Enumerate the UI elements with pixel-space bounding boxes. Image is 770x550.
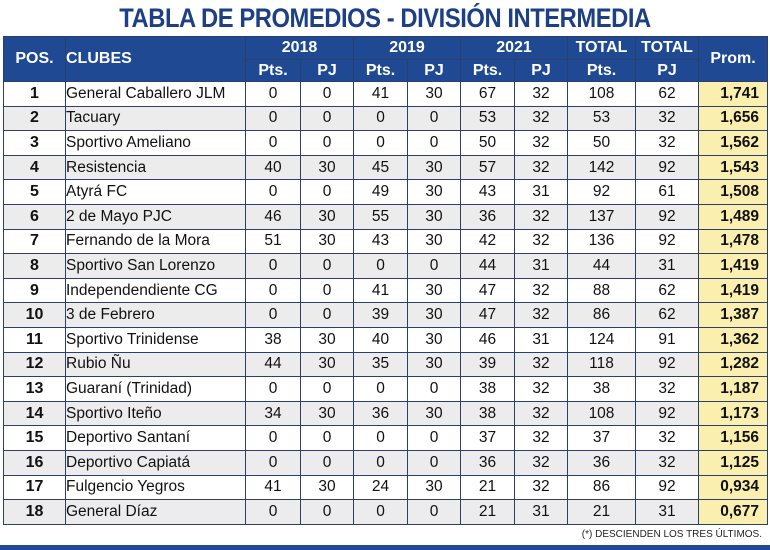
total-pj-cell: 31 [636,500,699,525]
total-pts-cell: 44 [568,254,636,279]
club-cell: Sportivo Iteño [66,401,246,426]
pts-2018-cell: 0 [246,303,301,328]
total-pj-cell: 62 [636,303,699,328]
table-row [4,106,768,131]
prom-cell: 1,562 [699,131,768,156]
table-row [4,401,768,426]
total-pts-cell: 36 [568,450,636,475]
table-title: TABLA DE PROMEDIOS - DIVISIÓN INTERMEDIA [119,3,651,33]
pj-2021-cell: 32 [515,475,568,500]
total-pj-cell: 32 [636,450,699,475]
pos-cell: 2 [4,106,66,131]
pts-2018-cell: 0 [246,254,301,279]
pts-2018-cell: 34 [246,401,301,426]
club-cell: Independendiente CG [66,278,246,303]
footnote: (*) DESCIENDEN LOS TRES ÚLTIMOS. [581,529,762,540]
pts-2019-cell: 0 [354,500,408,525]
prom-cell: 1,173 [699,401,768,426]
club-cell: Sportivo Trinidense [66,327,246,352]
pts-2018-cell: 0 [246,450,301,475]
total-pj-cell: 32 [636,426,699,451]
pj-2021-cell: 32 [515,450,568,475]
prom-cell: 1,282 [699,352,768,377]
pts-2019-cell: 0 [354,131,408,156]
pts-2019-cell: 41 [354,82,408,107]
club-cell: Rubio Ñu [66,352,246,377]
pos-cell: 12 [4,352,66,377]
club-cell: Sportivo Ameliano [66,131,246,156]
pos-cell: 11 [4,327,66,352]
total-pts-cell: 108 [568,82,636,107]
pj-2019-cell: 30 [408,82,461,107]
pj-2019-cell: 30 [408,327,461,352]
prom-cell: 0,934 [699,475,768,500]
table-body [4,82,768,525]
pts-2021-cell: 47 [461,303,515,328]
total-pts-cell: 86 [568,475,636,500]
table-row [4,352,768,377]
prom-cell: 1,419 [699,278,768,303]
header-total-pj: TOTAL [636,37,699,60]
total-pj-cell: 92 [636,475,699,500]
pj-2021-cell: 31 [515,180,568,205]
table-row [4,278,768,303]
total-pj-cell: 92 [636,229,699,254]
pos-cell: 3 [4,131,66,156]
pos-cell: 18 [4,500,66,525]
pos-cell: 14 [4,401,66,426]
pts-2021-cell: 42 [461,229,515,254]
header-2018: 2018 [246,37,354,60]
prom-cell: 1,362 [699,327,768,352]
pts-2019-cell: 41 [354,278,408,303]
pj-2018-cell: 0 [301,426,354,451]
pj-2018-cell: 30 [301,155,354,180]
table-row [4,377,768,402]
pj-2018-cell: 0 [301,278,354,303]
club-cell: Sportivo San Lorenzo [66,254,246,279]
pj-2021-cell: 32 [515,278,568,303]
pj-2018-cell: 0 [301,106,354,131]
pts-2021-cell: 47 [461,278,515,303]
table-row [4,500,768,525]
total-pts-cell: 136 [568,229,636,254]
pj-2019-cell: 30 [408,180,461,205]
pos-cell: 4 [4,155,66,180]
subheader-pts: Pts. [246,60,301,82]
pts-2018-cell: 0 [246,377,301,402]
pj-2019-cell: 30 [408,204,461,229]
pj-2021-cell: 32 [515,352,568,377]
pts-2019-cell: 43 [354,229,408,254]
total-pts-cell: 92 [568,180,636,205]
pts-2019-cell: 36 [354,401,408,426]
prom-cell: 1,478 [699,229,768,254]
pj-2019-cell: 30 [408,475,461,500]
pts-2018-cell: 41 [246,475,301,500]
pj-2018-cell: 0 [301,377,354,402]
club-cell: General Caballero JLM [66,82,246,107]
pj-2021-cell: 32 [515,401,568,426]
table-row [4,82,768,107]
prom-cell: 1,419 [699,254,768,279]
pts-2019-cell: 0 [354,106,408,131]
pts-2021-cell: 39 [461,352,515,377]
total-pts-cell: 88 [568,278,636,303]
total-pj-cell: 92 [636,352,699,377]
table-row [4,475,768,500]
club-cell: Fulgencio Yegros [66,475,246,500]
table-row [4,229,768,254]
pts-2021-cell: 21 [461,475,515,500]
header-prom: Prom. [699,37,768,82]
pj-2018-cell: 0 [301,450,354,475]
total-pj-cell: 62 [636,278,699,303]
pts-2021-cell: 38 [461,401,515,426]
pj-2019-cell: 0 [408,377,461,402]
club-cell: Resistencia [66,155,246,180]
prom-cell: 1,156 [699,426,768,451]
pts-2019-cell: 24 [354,475,408,500]
pj-2021-cell: 32 [515,82,568,107]
pts-2021-cell: 50 [461,131,515,156]
header-2021: 2021 [461,37,568,60]
pts-2018-cell: 38 [246,327,301,352]
pos-cell: 6 [4,204,66,229]
total-pts-cell: 50 [568,131,636,156]
pj-2018-cell: 0 [301,180,354,205]
pts-2018-cell: 0 [246,500,301,525]
pj-2019-cell: 30 [408,303,461,328]
pts-2021-cell: 44 [461,254,515,279]
pj-2021-cell: 31 [515,500,568,525]
header-pos: POS. [4,37,66,82]
pts-2018-cell: 46 [246,204,301,229]
club-cell: 3 de Febrero [66,303,246,328]
pj-2019-cell: 0 [408,131,461,156]
pos-cell: 5 [4,180,66,205]
pos-cell: 1 [4,82,66,107]
pj-2019-cell: 30 [408,155,461,180]
total-pts-cell: 86 [568,303,636,328]
pj-2018-cell: 0 [301,303,354,328]
pts-2018-cell: 0 [246,426,301,451]
pj-2018-cell: 0 [301,82,354,107]
prom-cell: 1,741 [699,82,768,107]
subheader-pj: PJ [636,60,699,82]
pj-2018-cell: 30 [301,352,354,377]
prom-cell: 1,508 [699,180,768,205]
pts-2021-cell: 46 [461,327,515,352]
total-pts-cell: 38 [568,377,636,402]
pts-2018-cell: 0 [246,82,301,107]
header-clubes: CLUBES [66,37,246,82]
pts-2018-cell: 51 [246,229,301,254]
pts-2018-cell: 0 [246,131,301,156]
table-row [4,303,768,328]
club-cell: Fernando de la Mora [66,229,246,254]
total-pts-cell: 124 [568,327,636,352]
prom-cell: 1,656 [699,106,768,131]
pj-2019-cell: 30 [408,352,461,377]
pj-2018-cell: 30 [301,401,354,426]
pj-2019-cell: 0 [408,500,461,525]
pj-2019-cell: 30 [408,401,461,426]
total-pj-cell: 32 [636,377,699,402]
club-cell: General Díaz [66,500,246,525]
total-pj-cell: 32 [636,131,699,156]
total-pts-cell: 21 [568,500,636,525]
subheader-pts: Pts. [354,60,408,82]
club-cell: Guaraní (Trinidad) [66,377,246,402]
pts-2021-cell: 43 [461,180,515,205]
pj-2019-cell: 0 [408,254,461,279]
pj-2021-cell: 32 [515,155,568,180]
pj-2018-cell: 0 [301,131,354,156]
table-row [4,450,768,475]
club-cell: Deportivo Santaní [66,426,246,451]
total-pj-cell: 92 [636,204,699,229]
table-row [4,180,768,205]
pj-2019-cell: 0 [408,106,461,131]
pts-2021-cell: 36 [461,204,515,229]
table-row [4,327,768,352]
pj-2021-cell: 32 [515,229,568,254]
header-total-pts: TOTAL [568,37,636,60]
prom-cell: 1,187 [699,377,768,402]
pj-2021-cell: 32 [515,377,568,402]
total-pj-cell: 92 [636,155,699,180]
pts-2021-cell: 37 [461,426,515,451]
pts-2019-cell: 39 [354,303,408,328]
total-pj-cell: 92 [636,401,699,426]
pts-2018-cell: 44 [246,352,301,377]
pts-2019-cell: 0 [354,450,408,475]
total-pj-cell: 32 [636,106,699,131]
prom-cell: 1,125 [699,450,768,475]
pos-cell: 16 [4,450,66,475]
pos-cell: 9 [4,278,66,303]
total-pj-cell: 61 [636,180,699,205]
pj-2021-cell: 31 [515,254,568,279]
subheader-pts: Pts. [461,60,515,82]
header-2019: 2019 [354,37,461,60]
total-pts-cell: 142 [568,155,636,180]
pos-cell: 8 [4,254,66,279]
pj-2021-cell: 31 [515,327,568,352]
total-pj-cell: 31 [636,254,699,279]
pts-2019-cell: 35 [354,352,408,377]
pts-2018-cell: 40 [246,155,301,180]
pts-2021-cell: 21 [461,500,515,525]
pos-cell: 10 [4,303,66,328]
total-pts-cell: 137 [568,204,636,229]
bottom-bar [0,545,770,550]
pts-2019-cell: 40 [354,327,408,352]
subheader-pj: PJ [408,60,461,82]
pj-2019-cell: 30 [408,229,461,254]
pos-cell: 13 [4,377,66,402]
pts-2019-cell: 45 [354,155,408,180]
club-cell: 2 de Mayo PJC [66,204,246,229]
table-row [4,426,768,451]
pj-2021-cell: 32 [515,131,568,156]
pts-2021-cell: 36 [461,450,515,475]
pts-2021-cell: 57 [461,155,515,180]
pos-cell: 7 [4,229,66,254]
pj-2019-cell: 0 [408,450,461,475]
table-row [4,155,768,180]
pos-cell: 17 [4,475,66,500]
pj-2018-cell: 30 [301,229,354,254]
total-pts-cell: 37 [568,426,636,451]
pj-2018-cell: 30 [301,204,354,229]
pts-2019-cell: 0 [354,377,408,402]
pts-2018-cell: 0 [246,278,301,303]
pts-2021-cell: 67 [461,82,515,107]
pj-2018-cell: 30 [301,327,354,352]
pj-2021-cell: 32 [515,303,568,328]
prom-cell: 0,677 [699,500,768,525]
pts-2019-cell: 49 [354,180,408,205]
club-cell: Atyrá FC [66,180,246,205]
total-pj-cell: 91 [636,327,699,352]
pj-2021-cell: 32 [515,106,568,131]
pts-2021-cell: 53 [461,106,515,131]
table-row [4,131,768,156]
pts-2021-cell: 38 [461,377,515,402]
subheader-pts: Pts. [568,60,636,82]
pj-2018-cell: 0 [301,500,354,525]
pj-2021-cell: 32 [515,204,568,229]
pos-cell: 15 [4,426,66,451]
pj-2019-cell: 30 [408,278,461,303]
pj-2018-cell: 0 [301,254,354,279]
subheader-pj: PJ [515,60,568,82]
total-pts-cell: 118 [568,352,636,377]
pj-2019-cell: 0 [408,426,461,451]
club-cell: Deportivo Capiatá [66,450,246,475]
total-pts-cell: 53 [568,106,636,131]
total-pj-cell: 62 [636,82,699,107]
pts-2018-cell: 0 [246,180,301,205]
pts-2019-cell: 0 [354,254,408,279]
table-row [4,254,768,279]
pts-2019-cell: 55 [354,204,408,229]
subheader-pj: PJ [301,60,354,82]
standings-table [3,36,768,525]
prom-cell: 1,489 [699,204,768,229]
prom-cell: 1,543 [699,155,768,180]
pts-2019-cell: 0 [354,426,408,451]
pj-2021-cell: 32 [515,426,568,451]
total-pts-cell: 108 [568,401,636,426]
club-cell: Tacuary [66,106,246,131]
pts-2018-cell: 0 [246,106,301,131]
prom-cell: 1,387 [699,303,768,328]
pj-2018-cell: 30 [301,475,354,500]
table-row [4,204,768,229]
